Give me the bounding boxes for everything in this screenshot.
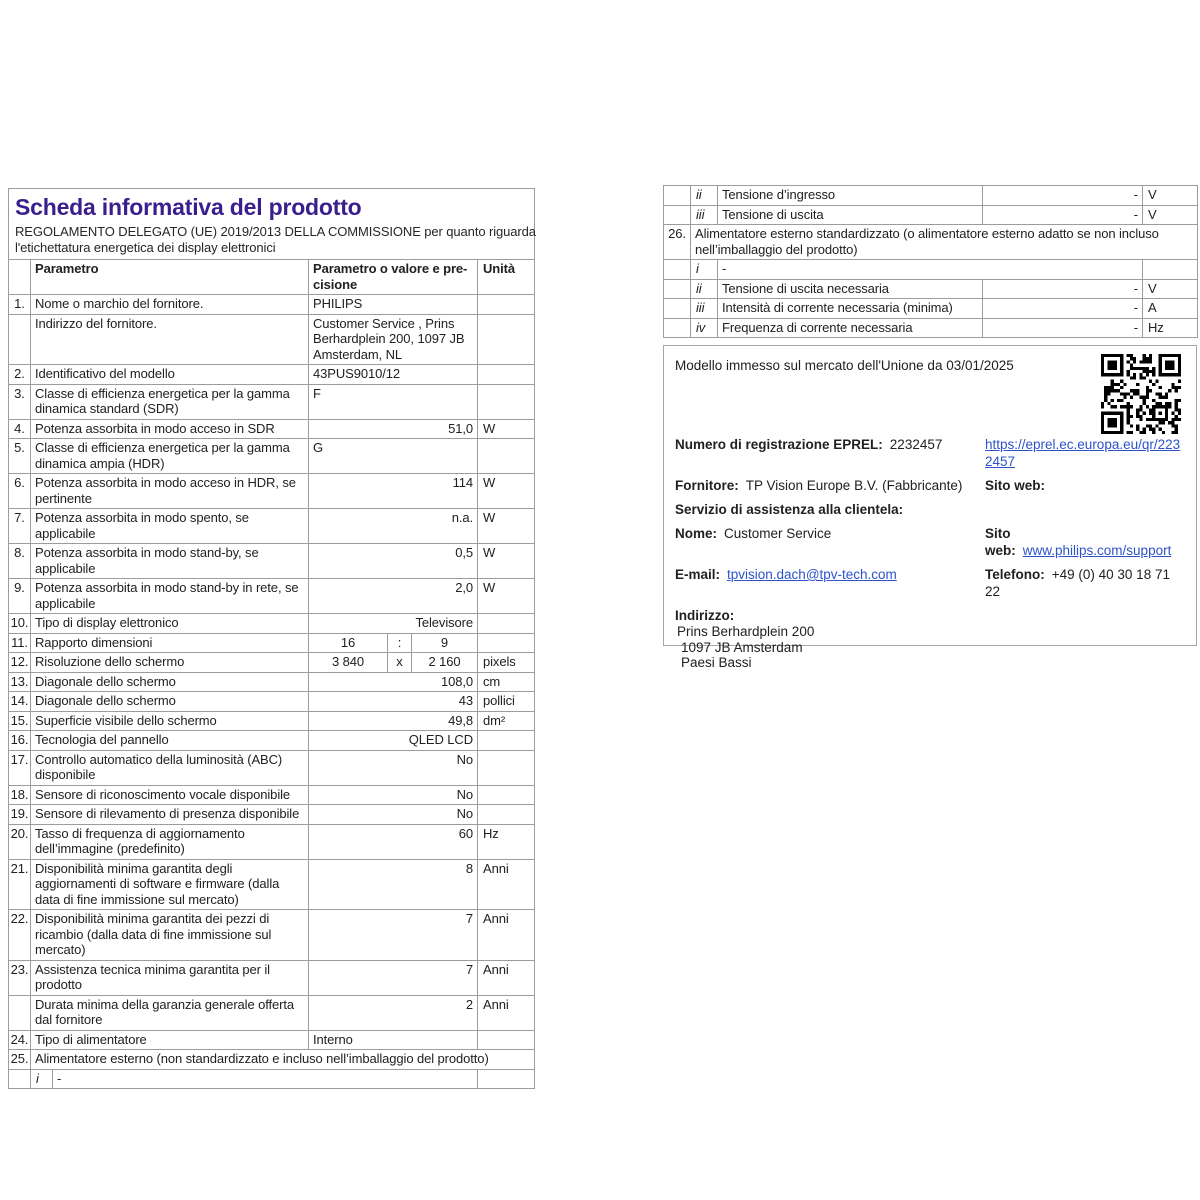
- table-row: [9, 1069, 535, 1089]
- address-line: Paesi Bassi: [681, 655, 752, 670]
- param-cell: Tipo di display elettronico: [31, 614, 309, 634]
- value-cell: 43: [309, 692, 478, 712]
- table-row: [664, 279, 1198, 299]
- header-unit: Unità: [478, 260, 535, 295]
- value-cell: 9: [412, 633, 478, 653]
- param-cell: Superficie visibile dello schermo: [31, 711, 309, 731]
- value-cell: n.a.: [309, 509, 478, 544]
- phone-line: [985, 566, 1184, 600]
- title-cell: [9, 189, 535, 260]
- roman-index-cell: iii: [691, 299, 718, 319]
- value-separator-cell: :: [388, 633, 412, 653]
- roman-index-cell: iii: [691, 205, 718, 225]
- row-number: 22.: [9, 910, 31, 961]
- unit-cell: [478, 614, 535, 634]
- unit-cell: W: [478, 579, 535, 614]
- unit-cell: V: [1143, 186, 1198, 206]
- roman-index-cell: ii: [691, 279, 718, 299]
- table-row: [9, 1030, 535, 1050]
- unit-cell: W: [478, 509, 535, 544]
- unit-cell: dm²: [478, 711, 535, 731]
- row-number: [664, 318, 691, 338]
- unit-cell: [478, 295, 535, 315]
- header-row: [9, 260, 535, 295]
- value-separator-cell: x: [388, 653, 412, 673]
- subtitle-line: l'etichettatura energetica dei display elettronici: [15, 240, 276, 255]
- row-number: 21.: [9, 859, 31, 910]
- roman-index-cell: ii: [691, 186, 718, 206]
- value-cell: G: [309, 439, 478, 474]
- unit-cell: [478, 365, 535, 385]
- unit-cell: A: [1143, 299, 1198, 319]
- table-row: [9, 314, 535, 365]
- table-row: [9, 633, 535, 653]
- row-number: [664, 186, 691, 206]
- value-cell: 51,0: [309, 419, 478, 439]
- value-cell: PHILIPS: [309, 295, 478, 315]
- value-cell: 43PUS9010/12: [309, 365, 478, 385]
- row-number: 25.: [9, 1050, 31, 1070]
- value-cell: 2 160: [412, 653, 478, 673]
- param-cell: Identificativo del modello: [31, 365, 309, 385]
- param-cell: Potenza assorbita in modo acceso in SDR: [31, 419, 309, 439]
- table-row: [9, 731, 535, 751]
- param-cell: Indirizzo del fornitore.: [31, 314, 309, 365]
- phone-value: +49 (0) 40 30 18 71 22: [985, 567, 1170, 599]
- row-number: 3.: [9, 384, 31, 419]
- param-cell: Sensore di riconoscimento vocale disponibile: [31, 785, 309, 805]
- table-row: [9, 1050, 535, 1070]
- param-cell: Tasso di frequenza di aggiornamento dell’immagine (predefinito): [31, 824, 309, 859]
- value-cell: No: [309, 785, 478, 805]
- param-cell: Durata minima della garanzia generale offerta dal fornitore: [31, 995, 309, 1030]
- row-number: 4.: [9, 419, 31, 439]
- unit-cell: [478, 731, 535, 751]
- row-number: [9, 1069, 31, 1089]
- table-row: [9, 544, 535, 579]
- website-label: Sito web:: [985, 478, 1045, 493]
- value-cell: -: [983, 279, 1143, 299]
- unit-cell: Hz: [478, 824, 535, 859]
- table-row: [9, 692, 535, 712]
- param-cell: Assistenza tecnica minima garantita per il prodotto: [31, 960, 309, 995]
- address-line: 1097 JB Amsterdam: [681, 639, 803, 655]
- table-row: [9, 824, 535, 859]
- param-cell: Controllo automatico della luminosità (ABC) disponibile: [31, 750, 309, 785]
- unit-cell: Anni: [478, 859, 535, 910]
- table-row: [9, 439, 535, 474]
- unit-cell: [478, 785, 535, 805]
- email-line: [675, 566, 985, 583]
- table-row: [664, 186, 1198, 206]
- unit-cell: [478, 384, 535, 419]
- table-row: [9, 474, 535, 509]
- title-row: [9, 189, 535, 260]
- subtitle-line: REGOLAMENTO DELEGATO (UE) 2019/2013 DELLA COMMISSIONE per quanto riguarda: [15, 224, 536, 239]
- unit-cell: W: [478, 474, 535, 509]
- phone-label: Telefono:: [985, 567, 1045, 582]
- registration-info-box: [663, 345, 1197, 670]
- table-row: [9, 672, 535, 692]
- param-cell: Sensore di rilevamento di presenza disponibile: [31, 805, 309, 825]
- value-cell: No: [309, 805, 478, 825]
- param-cell: Diagonale dello schermo: [31, 672, 309, 692]
- value-cell: No: [309, 750, 478, 785]
- row-number: [664, 205, 691, 225]
- qr-code-icon: [1101, 354, 1181, 434]
- table-row: [664, 318, 1198, 338]
- value-cell: 108,0: [309, 672, 478, 692]
- table-row: [9, 910, 535, 961]
- table-row: [9, 384, 535, 419]
- table-row: [9, 750, 535, 785]
- param-cell: Potenza assorbita in modo stand-by in rete, se applicabile: [31, 579, 309, 614]
- row-number: [664, 260, 691, 280]
- value-cell: Televisore: [309, 614, 478, 634]
- table-row: [664, 260, 1198, 280]
- row-number: 26.: [664, 225, 691, 260]
- table-row: [9, 785, 535, 805]
- param-cell: Risoluzione dello schermo: [31, 653, 309, 673]
- product-parameters-table: [8, 188, 535, 1089]
- table-row: [9, 579, 535, 614]
- roman-index-cell: i: [31, 1069, 53, 1089]
- unit-cell: [478, 1069, 535, 1089]
- unit-cell: Anni: [478, 995, 535, 1030]
- row-number: [9, 995, 31, 1030]
- supplier-line: [675, 477, 985, 494]
- row-number: 11.: [9, 633, 31, 653]
- service-name-line: [675, 525, 985, 542]
- address-heading: Indirizzo:: [675, 608, 735, 623]
- supplier-label: Fornitore:: [675, 478, 739, 493]
- row-number: 10.: [9, 614, 31, 634]
- param-cell: Tensione di uscita necessaria: [718, 279, 983, 299]
- param-cell: Intensità di corrente necessaria (minima): [718, 299, 983, 319]
- row-number: 18.: [9, 785, 31, 805]
- value-cell: Customer Service , Prins Berhardplein 200, 1097 JB Amsterdam, NL: [309, 314, 478, 365]
- value-cell: F: [309, 384, 478, 419]
- value-cell: 3 840: [309, 653, 388, 673]
- param-cell: Alimentatore esterno standardizzato (o alimentatore esterno adatto se non incluso nell’imballaggio del prodotto): [691, 225, 1198, 260]
- row-number: 1.: [9, 295, 31, 315]
- param-cell: Alimentatore esterno (non standardizzato e incluso nell’imballaggio del prodotto): [31, 1050, 535, 1070]
- roman-index-cell: iv: [691, 318, 718, 338]
- row-number: 17.: [9, 750, 31, 785]
- param-cell: Disponibilità minima garantita dei pezzi di ricambio (dalla data di fine immissione sul mercato): [31, 910, 309, 961]
- unit-cell: V: [1143, 205, 1198, 225]
- param-cell: Potenza assorbita in modo stand-by, se applicabile: [31, 544, 309, 579]
- row-number: 5.: [9, 439, 31, 474]
- table-row: [9, 614, 535, 634]
- unit-cell: [478, 750, 535, 785]
- row-number: [9, 314, 31, 365]
- value-cell: -: [53, 1069, 478, 1089]
- unit-cell: [478, 314, 535, 365]
- param-cell: Rapporto dimensioni: [31, 633, 309, 653]
- unit-cell: [478, 439, 535, 474]
- value-cell: 7: [309, 910, 478, 961]
- table-row: [664, 225, 1198, 260]
- param-cell: Potenza assorbita in modo acceso in HDR, se pertinente: [31, 474, 309, 509]
- value-cell: 0,5: [309, 544, 478, 579]
- table-row: [9, 509, 535, 544]
- param-cell: Classe di efficienza energetica per la gamma dinamica standard (SDR): [31, 384, 309, 419]
- address-line: Prins Berhardplein 200: [677, 624, 815, 639]
- value-cell: QLED LCD: [309, 731, 478, 751]
- page-title: Scheda informativa del prodotto: [15, 194, 362, 220]
- table-row: [9, 960, 535, 995]
- value-cell: 114: [309, 474, 478, 509]
- unit-cell: Hz: [1143, 318, 1198, 338]
- header-param: Parametro: [31, 260, 309, 295]
- value-cell: 8: [309, 859, 478, 910]
- row-number: 12.: [9, 653, 31, 673]
- power-supply-table: [663, 185, 1198, 338]
- value-cell: 16: [309, 633, 388, 653]
- supplier-value: TP Vision Europe B.V. (Fabbricante): [745, 478, 963, 493]
- table-row: [9, 365, 535, 385]
- row-number: 9.: [9, 579, 31, 614]
- table-row: [9, 711, 535, 731]
- unit-cell: W: [478, 544, 535, 579]
- eprel-number: 2232457: [889, 437, 943, 452]
- name-value: Customer Service: [724, 526, 832, 541]
- unit-cell: pollici: [478, 692, 535, 712]
- value-cell: Interno: [309, 1030, 478, 1050]
- table-row: [664, 205, 1198, 225]
- value-cell: 7: [309, 960, 478, 995]
- value-cell: 2,0: [309, 579, 478, 614]
- table-row: [664, 299, 1198, 319]
- param-cell: Disponibilità minima garantita degli aggiornamenti di software e firmware (dalla data di fine immissione sul mercato): [31, 859, 309, 910]
- table-row: [9, 653, 535, 673]
- param-cell: Tipo di alimentatore: [31, 1030, 309, 1050]
- value-cell: -: [718, 260, 1143, 280]
- row-number: 6.: [9, 474, 31, 509]
- row-number: 8.: [9, 544, 31, 579]
- model-market-line: Modello immesso sul mercato dell'Unione da 03/01/2025: [675, 358, 1014, 373]
- row-number: 13.: [9, 672, 31, 692]
- row-number: 24.: [9, 1030, 31, 1050]
- value-cell: 60: [309, 824, 478, 859]
- roman-index-cell: i: [691, 260, 718, 280]
- row-number: 16.: [9, 731, 31, 751]
- support-site-link[interactable]: www.philips.com/support: [1022, 543, 1172, 558]
- name-label: Nome:: [675, 526, 718, 541]
- row-number: 23.: [9, 960, 31, 995]
- param-cell: Tecnologia del pannello: [31, 731, 309, 751]
- row-number: [664, 299, 691, 319]
- unit-cell: cm: [478, 672, 535, 692]
- unit-cell: [478, 633, 535, 653]
- value-cell: -: [983, 186, 1143, 206]
- row-number: 19.: [9, 805, 31, 825]
- value-cell: -: [983, 205, 1143, 225]
- unit-cell: Anni: [478, 960, 535, 995]
- unit-cell: pixels: [478, 653, 535, 673]
- email-link[interactable]: tpvision.dach@tpv-tech.com: [727, 567, 897, 582]
- unit-cell: [478, 805, 535, 825]
- header-num-cell: [9, 260, 31, 295]
- param-cell: Frequenza di corrente necessaria: [718, 318, 983, 338]
- row-number: 14.: [9, 692, 31, 712]
- unit-cell: V: [1143, 279, 1198, 299]
- unit-cell: [478, 1030, 535, 1050]
- website-label: Sito web:: [985, 526, 1016, 558]
- header-value: Parametro o valore e pre-cisione: [309, 260, 478, 295]
- row-number: 20.: [9, 824, 31, 859]
- param-cell: Diagonale dello schermo: [31, 692, 309, 712]
- unit-cell: [1143, 260, 1198, 280]
- unit-cell: Anni: [478, 910, 535, 961]
- param-cell: Tensione d’ingresso: [718, 186, 983, 206]
- unit-cell: W: [478, 419, 535, 439]
- param-cell: Classe di efficienza energetica per la gamma dinamica ampia (HDR): [31, 439, 309, 474]
- table-row: [9, 995, 535, 1030]
- param-cell: Potenza assorbita in modo spento, se applicabile: [31, 509, 309, 544]
- table-row: [9, 859, 535, 910]
- eprel-url-link[interactable]: https://eprel.ec.europa.eu/qr/2232457: [985, 437, 1181, 469]
- email-label: E-mail:: [675, 567, 721, 582]
- table-row: [9, 419, 535, 439]
- row-number: [664, 279, 691, 299]
- value-cell: -: [983, 318, 1143, 338]
- customer-service-heading: Servizio di assistenza alla clientela:: [675, 502, 904, 517]
- value-cell: -: [983, 299, 1143, 319]
- value-cell: 2: [309, 995, 478, 1030]
- table-row: [9, 805, 535, 825]
- service-website-line: [985, 525, 1184, 559]
- row-number: 15.: [9, 711, 31, 731]
- param-cell: Tensione di uscita: [718, 205, 983, 225]
- value-cell: 49,8: [309, 711, 478, 731]
- eprel-label: Numero di registrazione EPREL:: [675, 437, 883, 452]
- row-number: 2.: [9, 365, 31, 385]
- eprel-registration: [675, 436, 985, 453]
- row-number: 7.: [9, 509, 31, 544]
- param-cell: Nome o marchio del fornitore.: [31, 295, 309, 315]
- table-row: [9, 295, 535, 315]
